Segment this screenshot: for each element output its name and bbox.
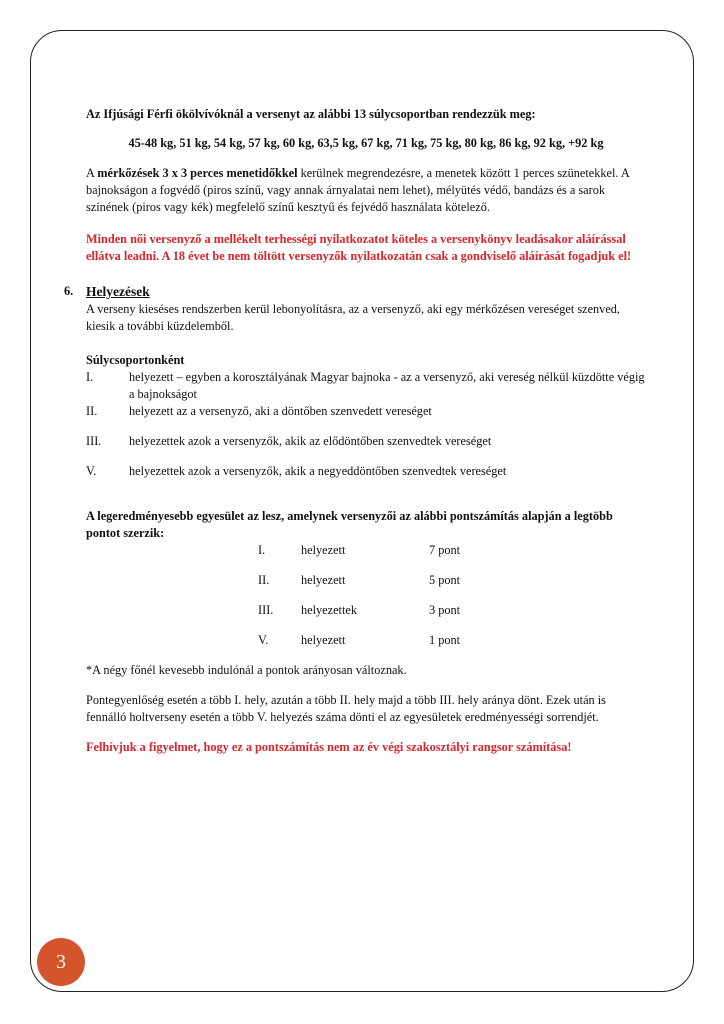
points-row bbox=[258, 542, 646, 572]
place-number: II. bbox=[86, 404, 98, 418]
page-number-badge: 3 bbox=[37, 938, 85, 986]
place-row-1 bbox=[86, 369, 646, 403]
rules-prefix: A bbox=[86, 166, 98, 180]
place-number: V. bbox=[86, 464, 97, 478]
points-place: I. bbox=[258, 543, 266, 557]
points-table bbox=[86, 542, 646, 662]
document-body bbox=[64, 106, 646, 756]
points-value: 1 pont bbox=[429, 633, 461, 647]
points-row bbox=[258, 602, 646, 632]
subheading: Súlycsoportonként bbox=[86, 353, 185, 367]
points-label: helyezett bbox=[301, 573, 346, 587]
rules-paragraph bbox=[86, 165, 646, 216]
place-number: I. bbox=[86, 370, 94, 384]
place-text: helyezett az a versenyző, aki a döntőben szenvedett vereséget bbox=[129, 404, 432, 418]
team-heading: A legeredményesebb egyesület az lesz, amelynek versenyzői az alábbi pontszámítás alapján a legtöbb pontot szerzik: bbox=[86, 509, 613, 540]
points-row bbox=[258, 632, 646, 662]
points-label: helyezett bbox=[301, 543, 346, 557]
footnote: *A négy főnél kevesebb indulónál a pontok arányosan változnak. bbox=[86, 663, 407, 677]
place-row-4 bbox=[86, 463, 646, 480]
points-place: II. bbox=[258, 573, 270, 587]
tiebreak-text: Pontegyenlőség esetén a több I. hely, azután a több II. hely majd a több III. hely aránya dönt. Ezek után is fennálló holtverseny esetén a több V. helyezés száma dönti el az egyesületek eredményességi sorrendjét. bbox=[86, 693, 606, 724]
final-warning: Felhívjuk a figyelmet, hogy ez a pontszámítás nem az év végi szakosztályi rangsor számítása! bbox=[86, 740, 572, 754]
intro-text: Az Ifjúsági Férfi ökölvívóknál a versenyt az alábbi 13 súlycsoportban rendezzük meg: bbox=[86, 107, 536, 121]
place-row-3 bbox=[86, 433, 646, 450]
points-row bbox=[258, 572, 646, 602]
rules-bold: mérkőzések 3 x 3 perces menetidőkkel bbox=[97, 166, 298, 180]
weight-classes: 45-48 kg, 51 kg, 54 kg, 57 kg, 60 kg, 63,5 kg, 67 kg, 71 kg, 75 kg, 80 kg, 86 kg, 92 kg, +92 kg bbox=[128, 136, 604, 150]
points-label: helyezett bbox=[301, 633, 346, 647]
place-text: helyezettek azok a versenyzők, akik az elődöntőben szenvedtek vereséget bbox=[129, 434, 492, 448]
pregnancy-warning: Minden női versenyző a mellékelt terhességi nyilatkozatot köteles a versenykönyv leadásakor aláírással ellátva leadni. A 18 évet be nem töltött versenyzők nyilatkozatán csak a gondviselő aláírását fogadjuk el! bbox=[86, 232, 632, 263]
points-label: helyezettek bbox=[301, 603, 357, 617]
place-text: helyezettek azok a versenyzők, akik a negyeddöntőben szenvedtek vereséget bbox=[129, 464, 507, 478]
section-number: 6. bbox=[64, 284, 74, 298]
place-number: III. bbox=[86, 434, 102, 448]
points-value: 5 pont bbox=[429, 573, 461, 587]
section-heading bbox=[64, 283, 646, 301]
points-value: 3 pont bbox=[429, 603, 461, 617]
place-row-2 bbox=[86, 403, 646, 420]
points-place: III. bbox=[258, 603, 274, 617]
points-place: V. bbox=[258, 633, 269, 647]
rules-suffix: kerülnek megrendezésre, a menetek között 1 perces szünetekkel. A bajnokságon a fogvédő (piros színű, vagy annak árnyalatai nem lehet), mélyütés védő, bandázs és a sarok színének (piros vagy kék) megfelelő színű kesztyű és fejvédő használata kötelező. bbox=[86, 166, 630, 214]
section-title: Helyezések bbox=[86, 284, 150, 299]
section-text: A verseny kieséses rendszerben kerül lebonyolításra, az a versenyző, aki egy mérkőzésen vereséget szenved, kiesik a további küzdelemből. bbox=[86, 302, 621, 333]
points-value: 7 pont bbox=[429, 543, 461, 557]
place-text: helyezett – egyben a korosztályának Magyar bajnoka - az a versenyző, aki vereség nélkül küzdötte végig a bajnokságot bbox=[129, 370, 645, 401]
